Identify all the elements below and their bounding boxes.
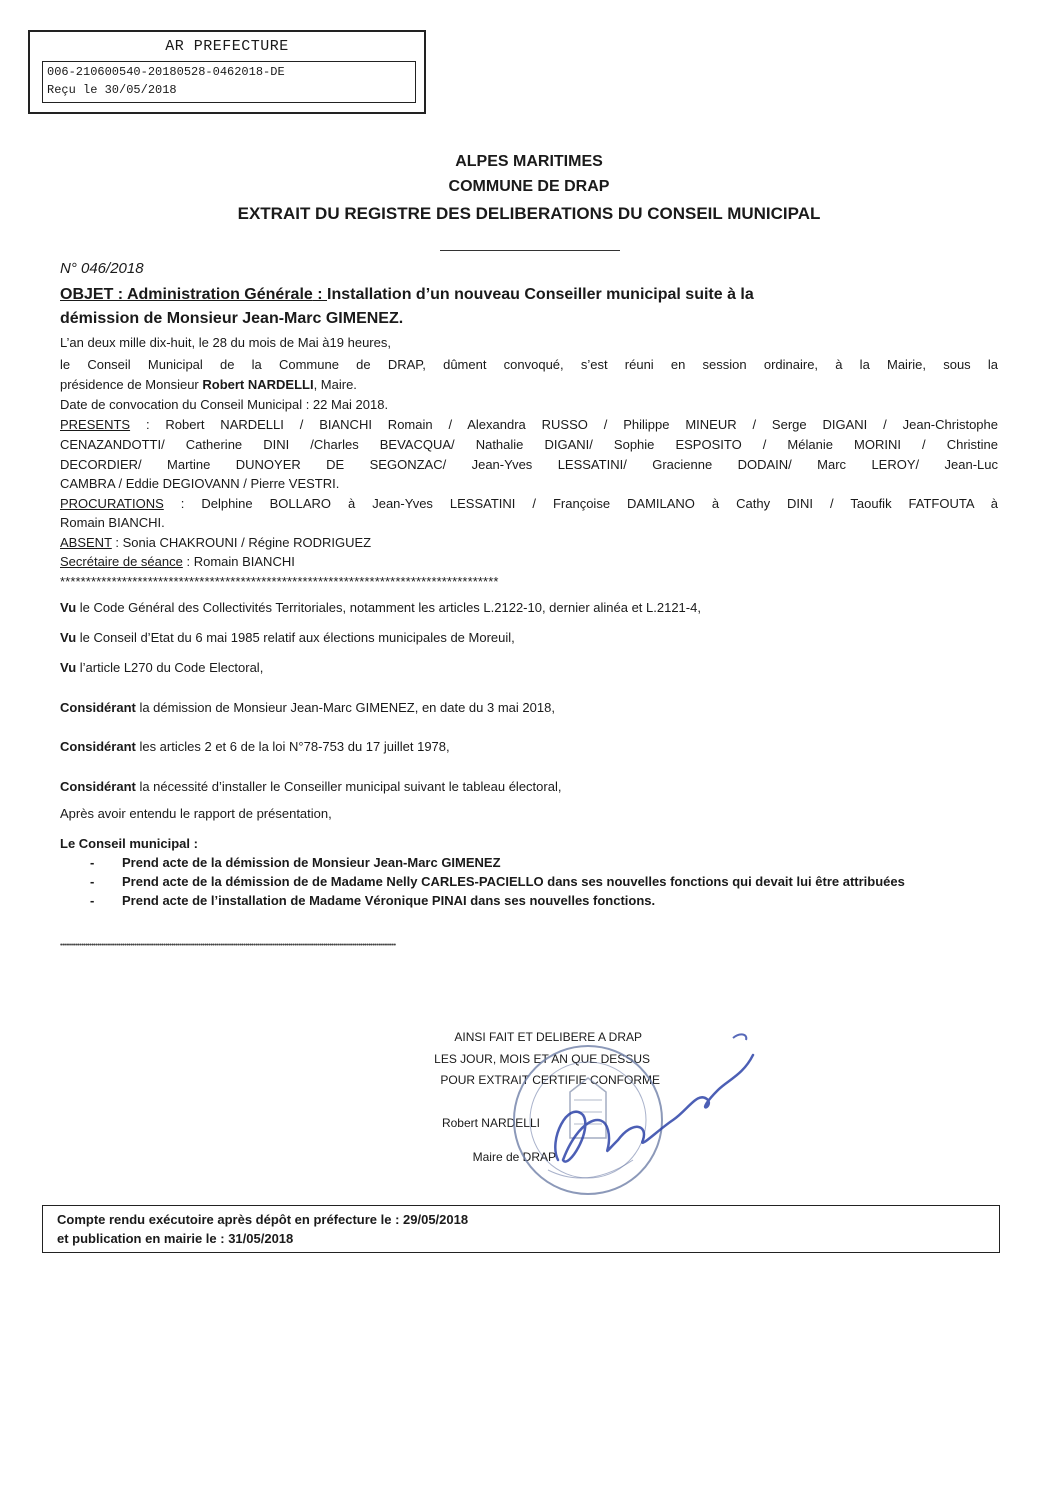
decision-item: - Prend acte de l’installation de Madame Véronique PINAI dans ses nouvelles fonctions. <box>60 892 1000 909</box>
considerant-label: Considérant <box>60 779 136 794</box>
presents-label: PRESENTS <box>60 417 131 432</box>
absent-line <box>60 535 371 550</box>
signature-line-3: POUR EXTRAIT CERTIFIE CONFORME <box>440 1073 660 1087</box>
presents-line-2: CENAZANDOTTI/ Catherine DINI /Charles BEVACQUA/ Nathalie DIGANI/ Sophie ESPOSITO / Mélanie MORINI / Christine <box>60 437 998 452</box>
procurations-label: PROCURATIONS <box>60 496 164 511</box>
conseil-label: Le Conseil municipal : <box>60 836 198 851</box>
considerant-item-1 <box>60 700 555 715</box>
handwritten-signature-icon <box>555 1034 753 1161</box>
separator-stars: ************************************************************************************* <box>60 574 499 589</box>
decision-item: - Prend acte de la démission de de Madame Nelly CARLES-PACIELLO dans ses nouvelles fonctions qui devait lui être attribuées <box>60 873 1000 890</box>
absent-text: : Sonia CHAKROUNI / Régine RODRIGUEZ <box>111 535 372 550</box>
procurations-text-1: : Delphine BOLLARO à Jean-Yves LESSATINI / Françoise DAMILANO à Cathy DINI / Taoufik FATFOUTA à <box>163 496 998 511</box>
considerant-label: Considérant <box>60 700 136 715</box>
signature-line-2: LES JOUR, MOIS ET AN QUE DESSUS <box>434 1052 650 1066</box>
decision-item: - Prend acte de la démission de Monsieur Jean-Marc GIMENEZ <box>60 854 1000 871</box>
considerant-label: Considérant <box>60 739 136 754</box>
vu-item-3 <box>60 660 263 675</box>
vu-label: Vu <box>60 630 77 645</box>
deliberation-number: N° 046/2018 <box>60 260 144 277</box>
convocation-date: Date de convocation du Conseil Municipal : 22 Mai 2018. <box>60 397 389 412</box>
vu-item-1 <box>60 600 701 615</box>
session-line-3 <box>60 377 357 392</box>
executoire-box <box>42 1205 1000 1253</box>
vu-label: Vu <box>60 600 77 615</box>
ar-stamp-title: AR PREFECTURE <box>165 38 289 55</box>
vu-text: le Code Général des Collectivités Territoriales, notamment les articles L.2122-10, dernier alinéa et L.2121-4, <box>76 600 701 615</box>
seal-icon <box>514 1046 662 1194</box>
objet-line-1 <box>60 286 754 304</box>
commune-heading: COMMUNE DE DRAP <box>448 178 610 195</box>
separator-dots: •••••••••••••••••••••••••••••••••••••••••••••••••••••••••••••••••••••••••••••••••••••••••••••••••••••••••••••••••••••••••••••••••••••••••••••••••••••••••••••••••••••••••••• <box>60 942 396 949</box>
procurations-line-2: Romain BIANCHI. <box>60 515 165 530</box>
vu-text: le Conseil d’Etat du 6 mai 1985 relatif aux élections municipales de Moreuil, <box>76 630 515 645</box>
vu-label: Vu <box>60 660 77 675</box>
ar-prefecture-stamp <box>28 30 426 114</box>
considerant-text: la démission de Monsieur Jean-Marc GIMENEZ, en date du 3 mai 2018, <box>135 700 555 715</box>
secretaire-line <box>60 554 295 569</box>
secretaire-text: : Romain BIANCHI <box>182 554 295 569</box>
vu-item-2 <box>60 630 515 645</box>
apres-rapport: Après avoir entendu le rapport de présentation, <box>60 806 332 821</box>
ar-stamp-reference: 006-210600540-20180528-0462018-DE <box>47 65 285 79</box>
signatory-name: Robert NARDELLI <box>441 1116 540 1130</box>
objet-text-1: Installation d’un nouveau Conseiller municipal suite à la <box>327 286 754 303</box>
register-heading: EXTRAIT DU REGISTRE DES DELIBERATIONS DU CONSEIL MUNICIPAL <box>237 204 821 223</box>
considerant-text: la nécessité d’installer le Conseiller municipal suivant le tableau électoral, <box>135 779 562 794</box>
ar-stamp-inner-box <box>42 61 416 103</box>
objet-separator: : <box>312 286 328 303</box>
objet-line-2: démission de Monsieur Jean-Marc GIMENEZ. <box>60 310 404 327</box>
considerant-text: les articles 2 et 6 de la loi N°78-753 du 17 juillet 1978, <box>135 739 450 754</box>
header-divider <box>440 250 620 251</box>
absent-label: ABSENT <box>60 535 112 550</box>
municipal-seal-and-signature <box>508 1020 768 1200</box>
presents-line-3: DECORDIER/ Martine DUNOYER DE SEGONZAC/ Jean-Yves LESSATINI/ Gracienne DODAIN/ Marc LEROY/ Jean-Luc <box>60 457 998 472</box>
presents-line-1 <box>60 417 998 432</box>
signatory-role: Maire de DRAP <box>472 1150 556 1164</box>
department-heading: ALPES MARITIMES <box>455 153 603 170</box>
maire-suffix: , Maire. <box>313 377 357 392</box>
signature-line-1: AINSI FAIT ET DELIBERE A DRAP <box>454 1030 642 1044</box>
objet-label: OBJET : Administration Générale <box>60 286 313 303</box>
procurations-line-1 <box>60 496 998 511</box>
session-line-2: le Conseil Municipal de la Commune de DRAP, dûment convoqué, s’est réuni en session ordinaire, à la Mairie, sous la <box>60 357 998 372</box>
presents-text-1: : Robert NARDELLI / BIANCHI Romain / Alexandra RUSSO / Philippe MINEUR / Serge DIGANI / Jean-Christophe <box>130 417 998 432</box>
presents-line-4: CAMBRA / Eddie DEGIOVANN / Pierre VESTRI. <box>60 476 340 491</box>
decisions-list <box>60 854 1000 911</box>
vu-text: l’article L270 du Code Electoral, <box>76 660 264 675</box>
presidence-text: présidence de Monsieur <box>60 377 203 392</box>
mairie-publication-date: et publication en mairie le : 31/05/2018 <box>57 1231 294 1246</box>
prefecture-deposit-date: Compte rendu exécutoire après dépôt en préfecture le : 29/05/2018 <box>57 1212 469 1227</box>
session-line-1: L’an deux mille dix-huit, le 28 du mois de Mai à19 heures, <box>60 335 391 350</box>
considerant-item-2 <box>60 739 450 754</box>
secretaire-label: Secrétaire de séance <box>60 554 183 569</box>
maire-name: Robert NARDELLI <box>202 377 314 392</box>
ar-stamp-received-date: Reçu le 30/05/2018 <box>47 83 177 97</box>
considerant-item-3 <box>60 779 561 794</box>
